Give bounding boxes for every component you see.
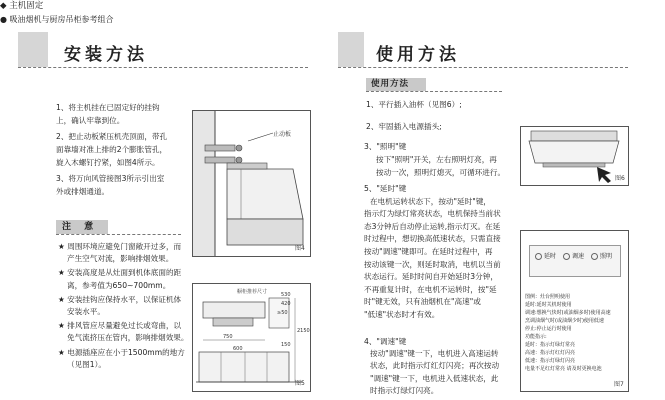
fig5-dim-150: 150	[281, 342, 291, 348]
left-title-divider	[18, 67, 308, 68]
fig7-legend: 图例：灶台照明使用 延时:延时关机时使用 调速:想换气快时(或油烟多时)使用高速 烹调油烟气时(或油烟少时)使用低速 停止:停止运行时使用 功能指示: 延时：指示灯绿灯常亮 高速：指示灯红灯闪亮 低速：指示灯绿灯闪亮 电量不足红灯常亮 请及时更换电池	[525, 294, 611, 372]
fig5-dim-title: 橱柜推荐尺寸	[237, 289, 268, 295]
usage-subtitle: 使用方法	[366, 78, 426, 91]
delay-key-section: 5、"延时"键 在电机运转状态下，按动"延时"键， 指示灯为绿灯常亮状态，电机保持当前状 态3分钟后自动停止运转,指示灯灭。在延 时过程中，想切换高低速状态，只需直接 按动"调速"键即可。在延时过程中，再 按动该键一次，则延时取消，电机以当前 状态运行。延时时间自开始延时3分钟， 不再重复计时，在电机不运转时，按"延 时"键无效，只有油烟机在"高速"或 "低速"状态时才有效。	[364, 184, 501, 319]
notes-list	[58, 241, 189, 371]
fig5-dim-530: 530	[281, 292, 291, 298]
speed-key-heading: 4、"调速"键	[364, 337, 407, 346]
note-1: ★ 周围环境应避免门窗敞开过多，而 产生空气对流，影响排烟效果。	[58, 242, 182, 264]
hood-front-illustration	[521, 127, 628, 185]
figure-6	[520, 126, 629, 186]
note-divider	[56, 234, 181, 235]
figure-7	[520, 230, 629, 392]
left-title-block	[18, 32, 48, 67]
speed-button[interactable]: 调速	[563, 251, 584, 260]
fig4-label: 图4	[295, 245, 305, 252]
speed-key-section: 4、"调速"键 按动"调速"键一下，电机进入高速运转 状态，此时指示灯红灯闪亮；再次按动 "调速"键一下，电机进入低速状态，此 时指示灯绿灯闪亮。	[364, 337, 500, 395]
note-3: ★ 安装挂钩应保持水平，以保证机体 安装水平。	[58, 294, 182, 317]
fig5-label: 图5	[295, 380, 305, 387]
hood-mounting-illustration	[193, 111, 310, 256]
bottom-caption: ● 吸油烟机与厨房吊柜参考组合	[0, 15, 114, 24]
fig5-dim-2150: 2150	[297, 328, 310, 334]
usage-step-1: 1、平行插入油杯（见图6）;	[366, 100, 462, 109]
delay-key-heading: 5、"延时"键	[364, 184, 407, 193]
fig5-dim-600: 600	[233, 346, 243, 352]
light-key-heading: 3、"照明"键	[364, 142, 407, 151]
usage-step-2: 2、牢固插入电源插头;	[366, 122, 442, 131]
right-page-title: 使用方法	[376, 45, 460, 65]
fig6-label: 图6	[615, 175, 625, 182]
fig4-callout: 止动板	[273, 131, 292, 138]
left-page-title: 安装方法	[64, 45, 148, 65]
light-button[interactable]: 照明	[591, 251, 612, 260]
step-1: 1、将主机挂在已固定好的挂钩 上，确认牢靠到位。	[56, 103, 160, 125]
note-2: ★ 安装高度是从灶面到机体底面的距 离，参考值为650~700mm。	[58, 268, 182, 290]
light-key-section: 3、"照明"键 按下"照明"开关，左右照明灯亮，再 按动一次，照明灯熄灭，可循环进行。	[364, 142, 506, 177]
section-heading: ◆ 主机固定	[0, 1, 44, 11]
fig5-dim-750: 750	[223, 334, 233, 340]
fig5-dim-50: ≥50	[277, 310, 288, 316]
control-panel	[529, 245, 621, 277]
cabinet-combination-illustration	[193, 284, 310, 391]
step-2: 2、把止动板紧压机壳顶面，带孔 面靠墙对准上排的2个膨胀管孔， 旋入木螺钉拧紧，如图4所示。	[56, 132, 168, 167]
figure-4	[192, 110, 311, 257]
install-steps	[56, 101, 167, 198]
note-4: ★ 排风管应尽量避免过长或弯曲，以 免气流挤压在管内，影响排烟效果。	[58, 321, 189, 343]
delay-button[interactable]: 延时	[535, 251, 556, 260]
right-title-divider	[338, 67, 628, 68]
step-3: 3、将万向风管接图3所示引出室 外或排烟通道。	[56, 174, 165, 196]
fig7-label: 图7	[614, 381, 624, 388]
note-label: 注 意	[56, 220, 108, 234]
note-5: ★ 电源插座应在小于1500mm的地方 （见图1）。	[58, 347, 185, 369]
fig5-dim-420: 420	[281, 301, 291, 307]
usage-divider	[366, 91, 502, 92]
figure-5	[192, 283, 311, 392]
right-title-block	[338, 32, 364, 67]
usage-steps-1-2	[366, 98, 462, 133]
